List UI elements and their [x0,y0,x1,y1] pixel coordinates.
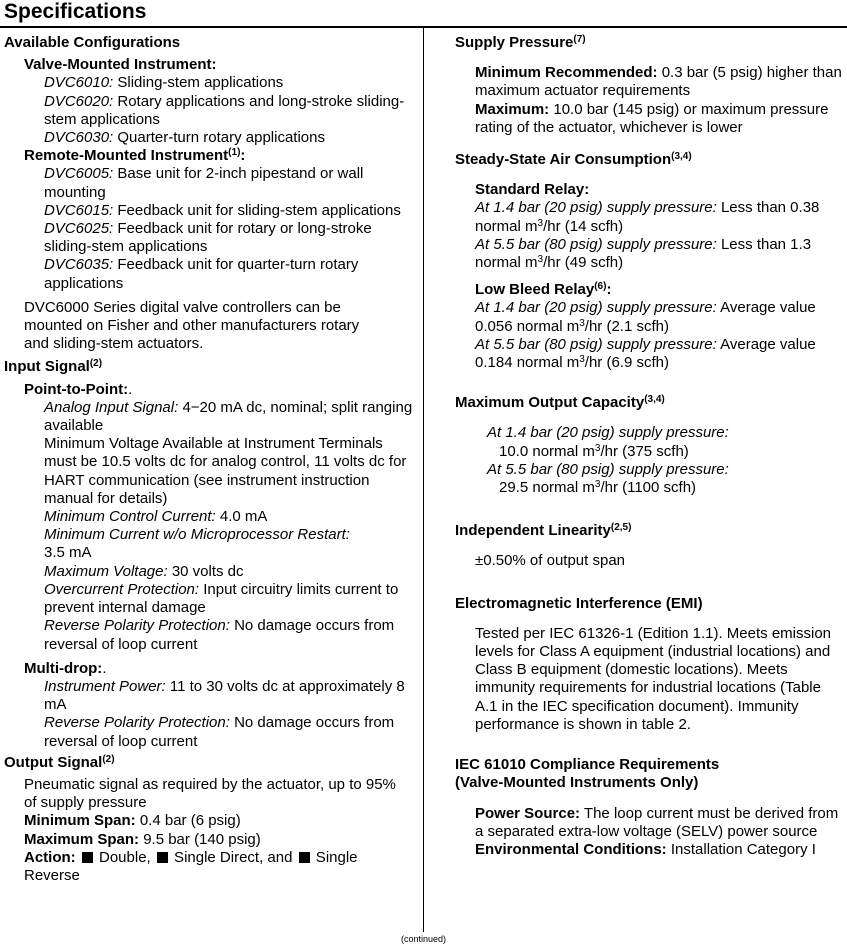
reverse-polarity-protection: Reverse Polarity Protection: No damage occurs from reversal of loop current [44,617,395,653]
independent-linearity-heading: Independent Linearity$^{(2,5)}$ [455,522,632,540]
remote-mounted-list [44,165,416,292]
standard-relay-heading: Standard Relay: [475,181,590,199]
supply-pressure-body [475,64,845,137]
output-capacity-high-label: At 5.5 bar (80 psig) supply pressure: [487,460,729,478]
list-item: DVC6010: Sliding-stem applications [44,74,284,92]
square-bullet-icon [299,852,310,863]
reverse-polarity-protection-multidrop: Reverse Polarity Protection: No damage occurs from reversal of loop current [44,714,395,750]
point-to-point-list [44,399,416,654]
list-item: DVC6005: Base unit for 2-inch pipestand or wall mounting [44,165,364,201]
input-signal-body [24,381,416,751]
list-item: DVC6030: Quarter-turn rotary applications [44,129,325,147]
available-configurations-section [4,34,416,353]
steady-state-heading: Steady-State Air Consumption$^{(3,4)}$ [455,151,692,169]
minimum-current-restart-label: Minimum Current w/o Microprocessor Restart: [44,526,350,544]
overcurrent-protection: Overcurrent Protection: Input circuitry limits current to prevent internal damage [44,580,399,617]
supply-pressure-section [455,34,845,137]
minimum-recommended: Minimum Recommended: 0.3 bar (5 psig) higher than maximum actuator requirements [475,64,842,100]
available-configurations-heading: Available Configurations [4,34,181,51]
available-configurations-body [24,56,416,353]
emi-text: Tested per IEC 61326-1 (Edition 1.1). Meets emission levels for Class A equipment (industrial locations) and Class B equipment (domestic locations). Meets immunity requirements for industrial locations (Table A.1 in the IEC specification document). Immunity performance is shown in table 2. [475,624,832,733]
iec-61010-body [475,805,845,860]
column-divider [423,28,424,932]
action: Action: Double, Single Direct, and Single Reverse [24,848,358,884]
available-configurations-paragraph: DVC6000 Series digital valve controllers can be mounted on Fisher and other manufacturers rotary and sliding-stem actuators. [24,298,360,353]
maximum-span: Maximum Span: 9.5 bar (140 psig) [24,830,261,848]
output-signal-heading: Output Signal$^{(2)}$ [4,753,115,771]
iec-61010-section [455,756,845,859]
remote-mounted-heading: Remote-Mounted Instrument$^{(1)}$: [24,147,246,165]
standard-relay-high: At 5.5 bar (80 psig) supply pressure: Less than 1.3 normal $m^3/hr$ (49 scfh) [475,235,812,272]
minimum-span: Minimum Span: 0.4 bar (6 psig) [24,812,241,830]
square-bullet-icon [82,852,93,863]
low-bleed-relay-high: At 5.5 bar (80 psig) supply pressure: Average value 0.184 normal $m^3/hr$ (6.9 scfh) [475,335,816,372]
multi-drop-list [44,678,416,751]
maximum-pressure: Maximum: 10.0 bar (145 psig) or maximum pressure rating of the actuator, whichever is lower [475,100,829,136]
supply-pressure-heading: Supply Pressure$^{(7)}$ [455,34,586,51]
square-bullet-icon [157,852,168,863]
steady-state-section [455,151,845,372]
list-item: DVC6025: Feedback unit for rotary or long-stroke sliding-stem applications [44,220,372,256]
valve-mounted-list [44,74,416,147]
maximum-output-capacity-heading: Maximum Output Capacity$^{(3,4)}$ [455,394,665,412]
point-to-point-heading: Point-to-Point:. [24,380,133,398]
emi-section [455,595,845,734]
valve-mounted-heading: Valve-Mounted Instrument: [24,56,217,74]
minimum-current-restart-value: 3.5 mA [44,544,92,562]
right-column [455,34,845,859]
analog-input-signal: Analog Input Signal: 4−20 mA dc, nominal; split ranging available [44,398,413,435]
multi-drop-heading: Multi-drop:. [24,659,107,677]
steady-state-body [475,181,825,372]
maximum-voltage: Maximum Voltage: 30 volts dc [44,562,244,580]
low-bleed-relay-low: At 1.4 bar (20 psig) supply pressure: Average value 0.056 normal $m^3/hr$ (2.1 scfh) [475,299,816,335]
low-bleed-relay-heading: Low Bleed Relay$^{(6)}$: [475,281,612,299]
list-item: DVC6035: Feedback unit for quarter-turn rotary applications [44,256,359,292]
maximum-output-capacity-body [487,424,845,497]
minimum-voltage: Minimum Voltage Available at Instrument Terminals must be 10.5 volts dc for analog control, 11 volts dc for HART communication (see instrument instruction manual for details) [44,435,407,507]
iec-61010-heading: IEC 61010 Compliance Requirements [455,756,720,774]
input-signal-section [4,358,416,750]
continued-footer: (continued) [400,934,447,944]
output-signal-section [4,754,416,885]
output-capacity-low-label: At 1.4 bar (20 psig) supply pressure: [487,424,729,442]
page-title: Specifications [4,0,147,23]
list-item: DVC6020: Rotary applications and long-stroke sliding-stem applications [44,92,405,128]
list-item: DVC6015: Feedback unit for sliding-stem applications [44,201,401,219]
standard-relay-low: At 1.4 bar (20 psig) supply pressure: Less than 0.38 normal $m^3/hr$ (14 scfh) [475,199,820,235]
instrument-power: Instrument Power: 11 to 30 volts dc at approximately 8 mA [44,677,405,714]
output-signal-text: Pneumatic signal as required by the actuator, up to 95% of supply pressure [24,775,396,812]
output-capacity-high-value: 29.5 normal $m^3/hr$ (1100 scfh) [499,479,697,497]
independent-linearity-value: ±0.50% of output span [475,552,626,570]
maximum-output-capacity-section [455,394,845,497]
minimum-control-current: Minimum Control Current: 4.0 mA [44,508,268,526]
iec-61010-subheading: (Valve-Mounted Instruments Only) [455,774,699,792]
left-column [4,34,416,885]
power-source: Power Source: The loop current must be derived from a separated extra-low voltage (SELV) power source [475,804,839,840]
input-signal-heading: Input Signal$^{(2)}$ [4,358,103,376]
output-signal-body [24,776,396,885]
environmental-conditions: Environmental Conditions: Installation Category I [475,840,816,858]
independent-linearity-section [455,522,845,570]
emi-heading: Electromagnetic Interference (EMI) [455,594,703,612]
output-capacity-low-value: 10.0 normal $m^3/hr$ (375 scfh) [499,442,689,460]
